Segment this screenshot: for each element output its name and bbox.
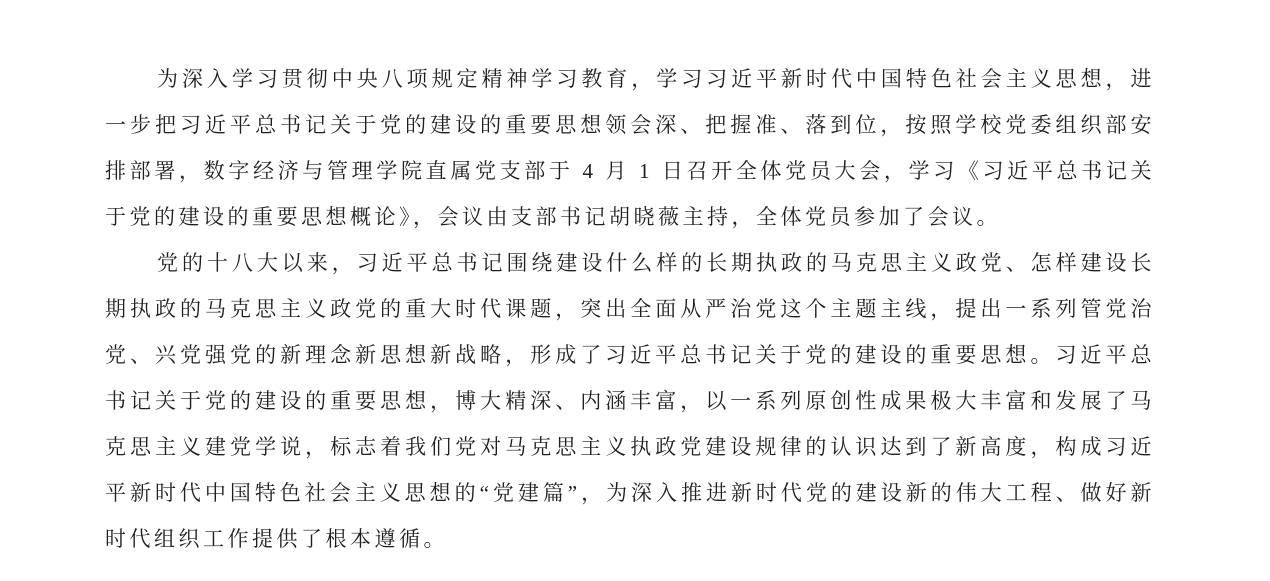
paragraph-meeting-summary: 为深入学习贯彻中央八项规定精神学习教育，学习习近平新时代中国特色社会主义思想，进一步把习近平总书记关于党的建设的重要思想领会深、把握准、落到位，按照学校党委组织部安排部署，数字经济与管理学院直属党支部于 4 月 1 日召开全体党员大会，学习《习近平总书记关于党的建设的重要思想概论》，会议由支部书记胡晓薇主持，全体党员参加了会议。 [105,67,1155,229]
paragraph-thought-background: 党的十八大以来，习近平总书记围绕建设什么样的长期执政的马克思主义政党、怎样建设长期执政的马克思主义政党的重大时代课题，突出全面从严治党这个主题主线，提出一系列管党治党、兴党强党的新理念新思想新战略，形成了习近平总书记关于党的建设的重要思想。习近平总书记关于党的建设的重要思想，博大精深、内涵丰富，以一系列原创性成果极大丰富和发展了马克思主义建党学说，标志着我们党对马克思主义执政党建设规律的认识达到了新高度，构成习近平新时代中国特色社会主义思想的“党建篇”，为深入推进新时代党的建设新的伟大工程、做好新时代组织工作提供了根本遵循。 [105,251,1155,551]
